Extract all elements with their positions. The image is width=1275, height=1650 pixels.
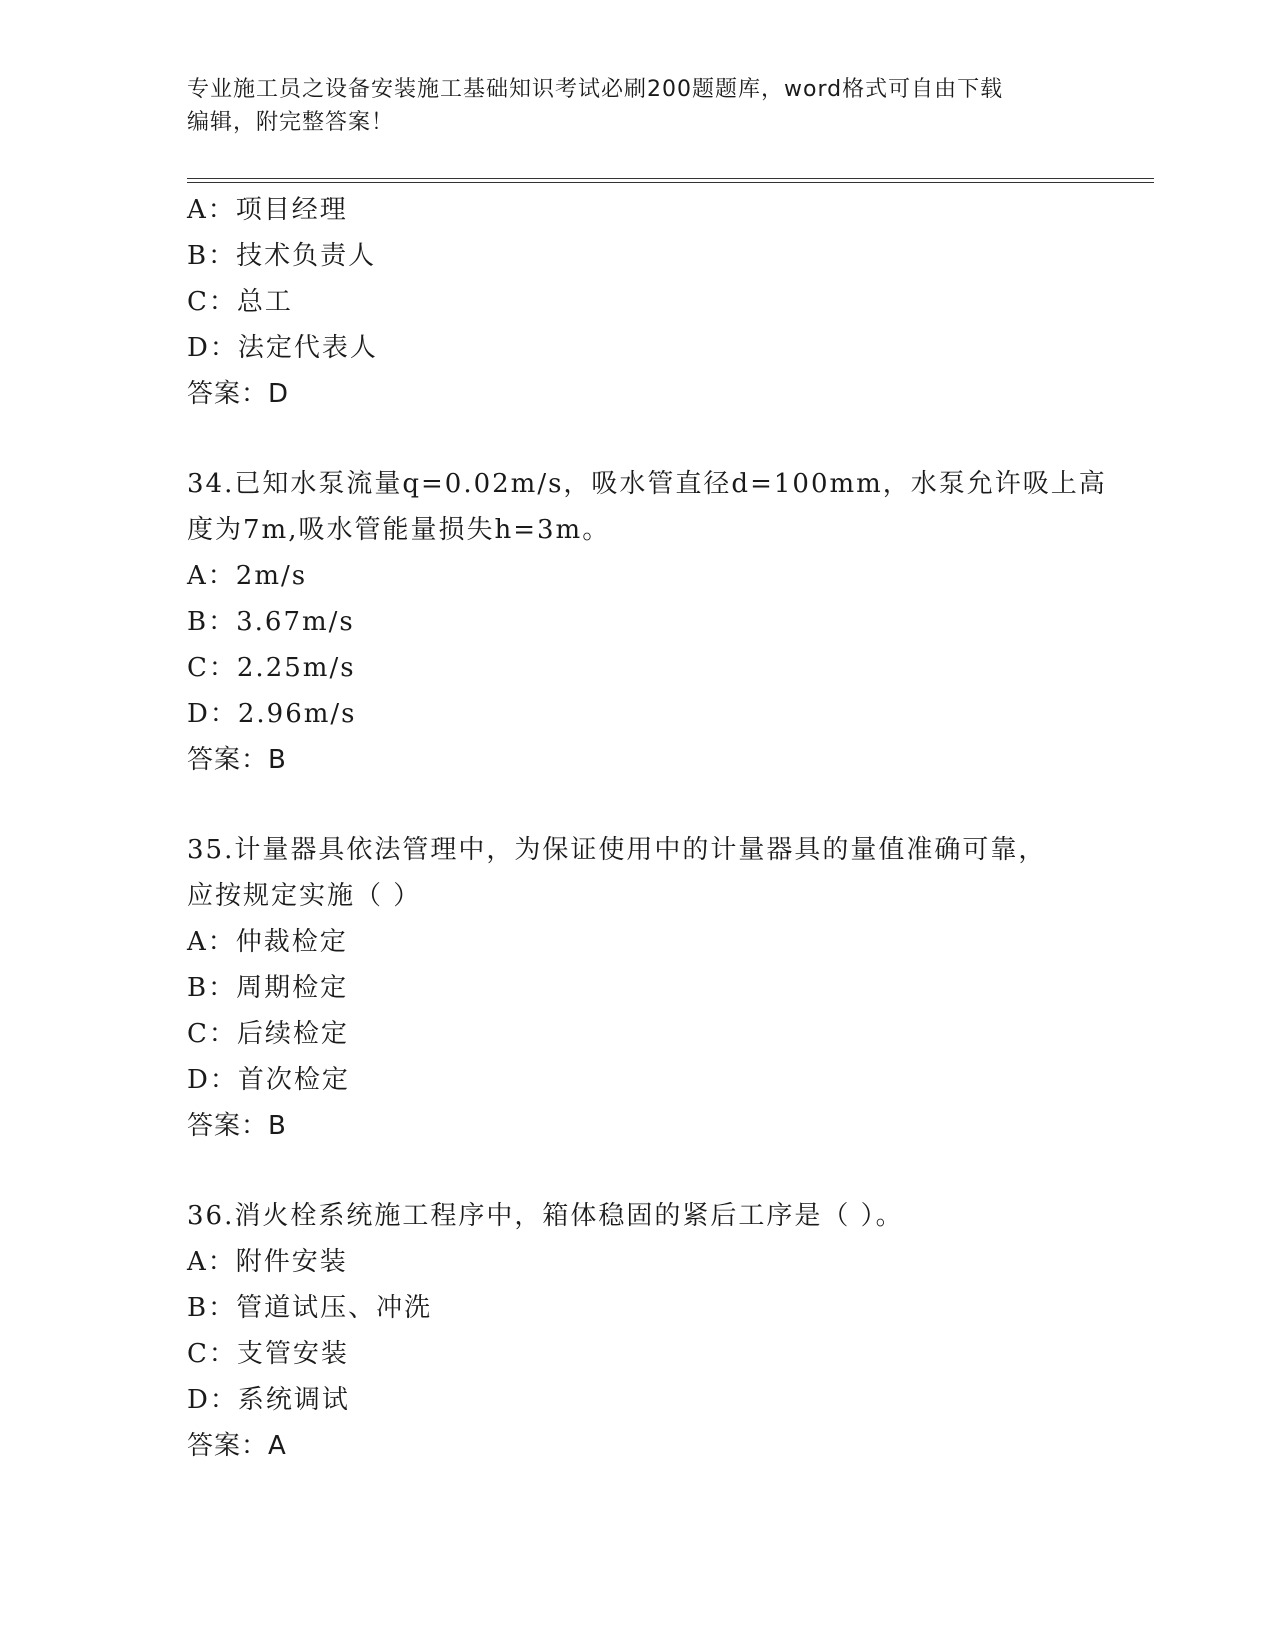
- option-a: A：项目经理: [187, 195, 348, 225]
- header-divider-top: [187, 178, 1154, 179]
- option-b: B：技术负责人: [187, 241, 377, 271]
- header-divider-bottom: [187, 182, 1154, 183]
- option-c: C：2.25m/s: [187, 653, 356, 683]
- answer-line: 答案：A: [187, 1431, 287, 1461]
- question-34: [187, 461, 1107, 783]
- answer-line: 答案：D: [187, 379, 290, 409]
- header-line-2: 编辑，附完整答案！: [187, 110, 395, 135]
- option-c: C：总工: [187, 287, 293, 317]
- question-stem: 35.计量器具依法管理中，为保证使用中的计量器具的量值准确可靠，: [187, 835, 1047, 865]
- option-d: D：法定代表人: [187, 333, 378, 363]
- question-stem: 34.已知水泵流量q=0.02m/s，吸水管直径d=100mm，水泵允许吸上高: [187, 469, 1107, 499]
- option-a: A：2m/s: [187, 561, 308, 591]
- answer-line: 答案：B: [187, 745, 287, 775]
- option-d: D：系统调试: [187, 1385, 350, 1415]
- option-d: D：2.96m/s: [187, 699, 357, 729]
- spacer: [187, 417, 1087, 461]
- option-a: A：附件安装: [187, 1247, 348, 1277]
- answer-line: 答案：B: [187, 1111, 287, 1141]
- spacer: [187, 783, 1087, 827]
- question-stem: 36.消火栓系统施工程序中，箱体稳固的紧后工序是（ ）。: [187, 1201, 904, 1231]
- question-stem-continued: 度为7m,吸水管能量损失h=3m。: [187, 515, 611, 545]
- option-c: C：支管安装: [187, 1339, 349, 1369]
- header-line-1: 专业施工员之设备安装施工基础知识考试必刷200题题库，word格式可自由下载: [187, 77, 1004, 102]
- option-d: D：首次检定: [187, 1065, 350, 1095]
- option-c: C：后续检定: [187, 1019, 349, 1049]
- option-b: B：周期检定: [187, 973, 349, 1003]
- question-35: [187, 827, 1087, 1149]
- question-stem-continued: 应按规定实施（ ）: [187, 881, 422, 911]
- question-36: [187, 1193, 1087, 1469]
- question-33: [187, 187, 1087, 417]
- option-a: A：仲裁检定: [187, 927, 348, 957]
- spacer: [187, 1149, 1087, 1193]
- option-b: B：3.67m/s: [187, 607, 355, 637]
- question-content: [187, 187, 1107, 1469]
- document-header: [187, 73, 1087, 139]
- option-b: B：管道试压、冲洗: [187, 1293, 433, 1323]
